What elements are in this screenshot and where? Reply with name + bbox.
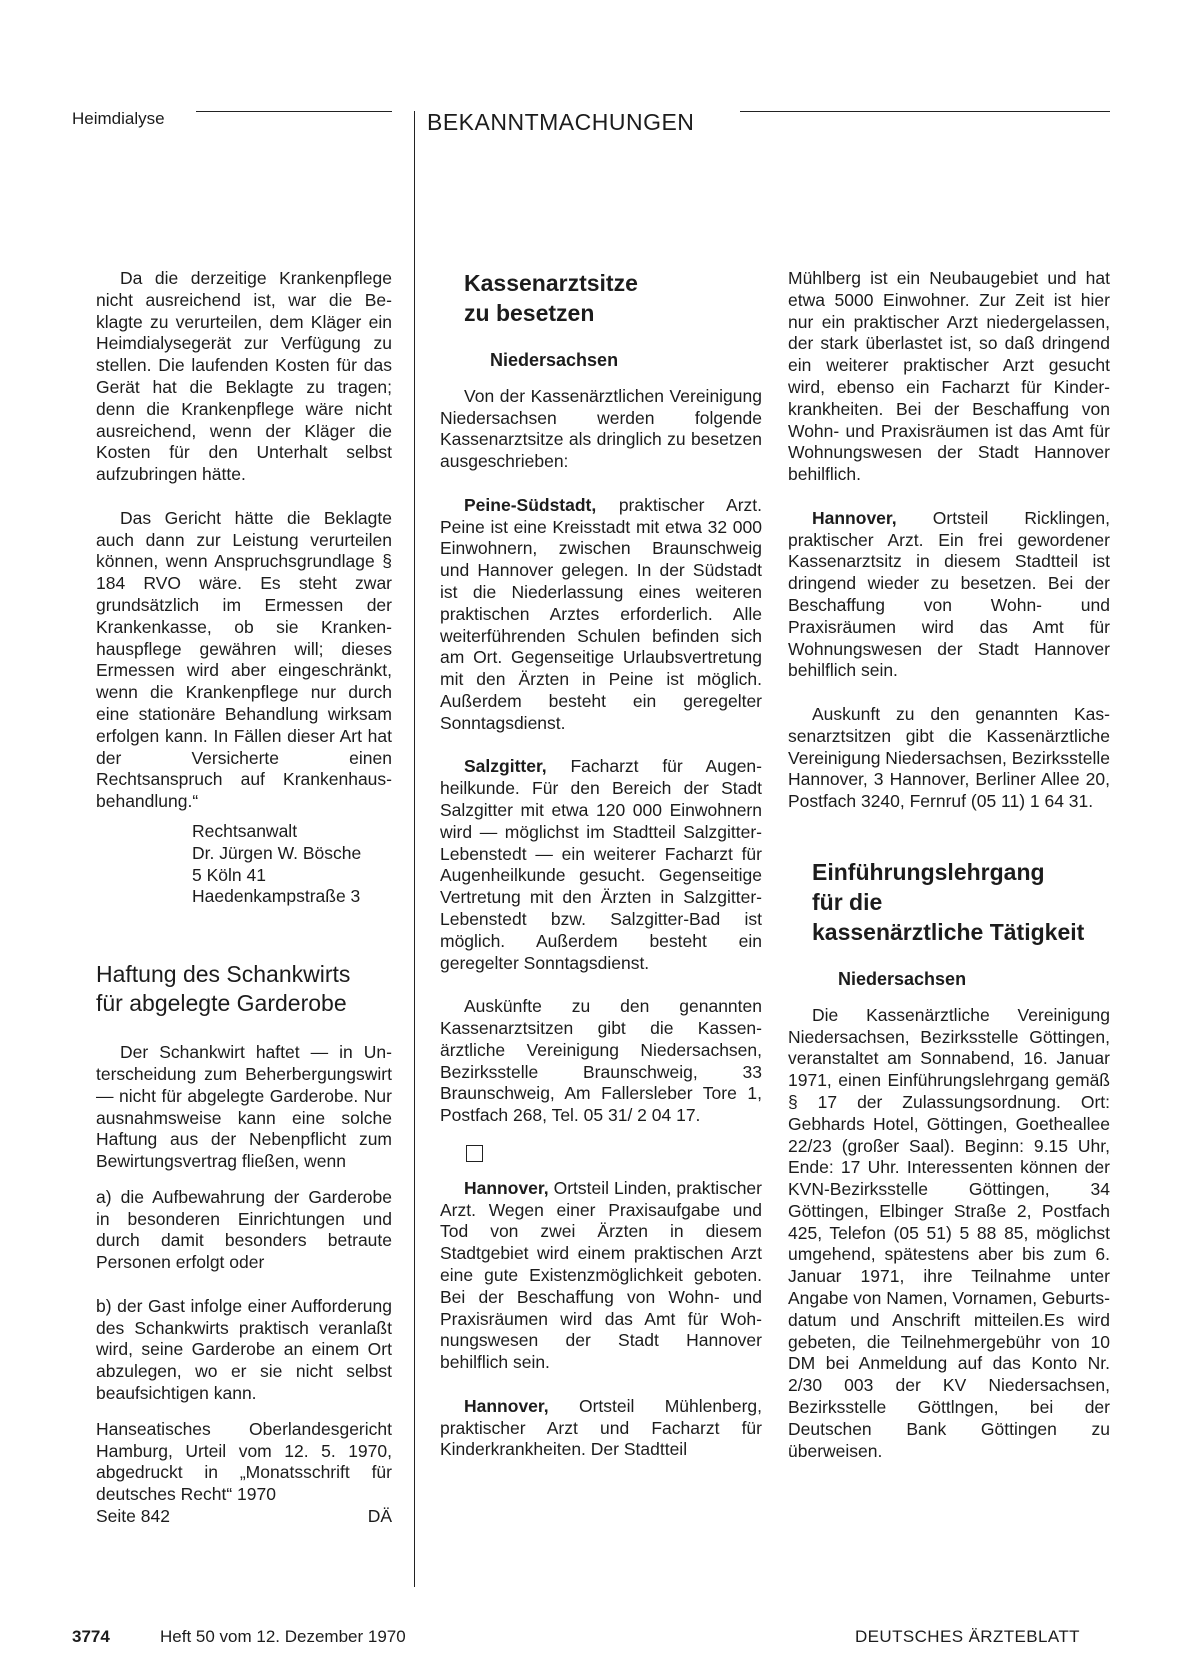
list-item: a) die Aufbewahrung der Garderobe in besonderen Einrichtungen und durch damit besonders betraute Personen erfolgt oder bbox=[96, 1186, 392, 1273]
paragraph-continued: Mühlberg ist ein Neubaugebiet und hat etwa 5000 Einwohner. Zur Zeit ist hier nur ein praktischer Arzt niedergelassen, der stark überlastet ist, so daß dringend ein weiterer praktischer Arzt gesucht wird, ebenso ein Facharzt für Kinderkrankheiten. Bei der Beschaffung von Wohn- und Praxisräumen ist das Amt für Wohnungswesen der Stadt Hannover behilflich. bbox=[788, 268, 1110, 485]
column-right bbox=[788, 268, 1110, 1462]
signature-line: Dr. Jürgen W. Bösche bbox=[192, 842, 362, 863]
separator-square-icon bbox=[466, 1145, 483, 1162]
column-divider bbox=[414, 111, 415, 1587]
list-item: b) der Gast infolge einer Aufforderung des Schankwirts praktisch veranlaßt wird, seine Garderobe an einem Ort abzulegen, wo er sie nicht selbst beaufsichtigen kann. bbox=[96, 1295, 392, 1404]
header-rule-right bbox=[740, 111, 1110, 112]
article-heading: Kassenarztsitze zu besetzen bbox=[464, 270, 638, 326]
signature-line: 5 Köln 41 bbox=[192, 864, 266, 885]
paragraph: Der Schankwirt haftet — in Unterscheidung zum Beherbergungswirt — nicht für abgelegte Garderobe. Nur ausnahmsweise kann eine solche Haftung aus der Nebenpflicht zum Bewirtungsvertrag fließen, wenn bbox=[96, 1042, 392, 1172]
listing-peine: Peine-Südstadt, praktischer Arzt. Peine ist eine Kreisstadt mit etwa 32 000 Einwohnern, zwischen Braunschweig und Hannover gelegen. In der Südstadt ist die Niederlassung eines weiteren praktischen Arztes erforderlich. Alle weiterführenden Schulen befinden sich am Ort. Gegenseitige Urlaubsvertretung mit den Ärzten in Peine ist möglich. Außerdem besteht ein geregelter Sonntagsdienst. bbox=[440, 494, 762, 733]
paragraph: Von der Kassenärztlichen Vereinigung Niedersachsen werden folgende Kassenarztsitze als dringlich zu besetzen ausgeschrieben: bbox=[440, 385, 762, 472]
page-number: 3774 bbox=[72, 1627, 110, 1646]
article-heading: Haftung des Schankwirts für abgelegte Garderobe bbox=[96, 961, 351, 1017]
signature-line: Rechtsanwalt bbox=[192, 820, 298, 841]
paragraph: Das Gericht hätte die Beklagte auch dann zur Leistung verurteilen können, wenn Anspruchsgrundlage § 184 RVO wäre. Es steht zwar grundsätzlich im Ermessen der Krankenkasse, ob sie Krankenhauspflege gewähren will; dieses Ermessen wird aber eingeschränkt, wenn die Krankenpflege nur durch eine stationäre Behandlung wirksam erfolgen kann. In Fällen dieser Art hat der Versicherte einen Rechtsanspruch auf Krankenhausbehandlung.“ bbox=[96, 507, 392, 812]
section-label: Heimdialyse bbox=[72, 109, 165, 128]
paragraph: Da die derzeitige Krankenpflege nicht ausreichend ist, war die Beklagte zu verurteilen, dem Kläger ein Heimdialysegerät zur Verfügung zu stellen. Die laufenden Kosten für das Gerät hat die Beklagte zu tragen; denn die Krankenpflege wäre nicht ausreichend, wenn der Kläger die Kosten für den Unterhalt selbst aufzubringen hätte. bbox=[96, 268, 392, 485]
header-rule-left bbox=[196, 111, 392, 112]
section-title: BEKANNTMACHUNGEN bbox=[427, 109, 695, 135]
article-heading: Einführungslehrgang für die kassenärztliche Tätigkeit bbox=[812, 858, 1085, 945]
listing-hannover-linden: Hannover, Ortsteil Linden, praktischer Arzt. Wegen einer Praxisaufgabe und Tod von zwei Ärzten in diesem Stadtgebiet wird einem praktischen Arzt eine gute Existenzmöglichkeit geboten. Bei der Beschaffung von Wohn- und Praxisräumen wird das Amt für Wohnungswesen der Stadt Hannover behilflich sein. bbox=[440, 1177, 762, 1373]
source-citation: Hanseatisches Oberlandesgericht Hamburg, Urteil vom 12. 5. 1970, abgedruckt in „Monatsschrift für deutsches Recht“ 1970 Seite 842 DÄ bbox=[96, 1418, 392, 1527]
paragraph: Auskünfte zu den genannten Kassenarztsitzen gibt die Kassenärztliche Vereinigung Niedersachsen, Bezirksstelle Braunschweig, 33 Braunschweig, Am Fallersleber Tore 1, Postfach 268, Tel. 05 31/ 2 04 17. bbox=[440, 996, 762, 1126]
listing-hannover-ricklingen: Hannover, Ortsteil Ricklingen, praktischer Arzt. Ein frei gewordener Kassenarztsitz in diesem Stadtteil ist dringend wieder zu besetzen. Bei der Beschaffung von Wohn- und Praxisräumen wird das Amt für Wohnungswesen der Stadt Hannover behilflich sein. bbox=[788, 507, 1110, 681]
listing-salzgitter: Salzgitter, Facharzt für Augenheilkunde. Für den Bereich der Stadt Salzgitter mit etwa 120 000 Einwohnern wird — möglichst im Stadtteil Salzgitter-Lebenstedt — ein weiterer Facharzt für Augenheilkunde gesucht. Gegenseitige Vertretung mit den Ärzten in Salzgitter-Lebenstedt bzw. Salzgitter-Bad ist möglich. Außerdem besteht ein geregelter Sonntagsdienst. bbox=[440, 756, 762, 973]
region-subheading: Niedersachsen bbox=[838, 968, 967, 989]
column-middle bbox=[440, 268, 762, 1461]
region-subheading: Niedersachsen bbox=[490, 350, 619, 370]
column-left bbox=[96, 268, 392, 1528]
paragraph: Auskunft zu den genannten Kassenarztsitzen gibt die Kassenärztliche Vereinigung Niedersachsen, Bezirksstelle Hannover, 3 Hannover, Berliner Allee 20, Postfach 3240, Fernruf (05 11) 1 64 31. bbox=[788, 703, 1110, 812]
paragraph: Die Kassenärztliche Vereinigung Niedersachsen, Bezirksstelle Göttingen, veranstaltet am Sonnabend, 16. Januar 1971, einen Einführungslehrgang gemäß § 17 der Zulassungsordnung. Ort: Gebhards Hotel, Göttingen, Goetheallee 22/23 (großer Saal). Beginn: 9.15 Uhr, Ende: 17 Uhr. Interessenten können der KVN-Bezirksstelle Göttingen, 34 Göttingen, Elbinger Straße 2, Postfach 425, Telefon (05 51) 5 88 85, möglichst umgehend, spätestens aber bis zum 6. Januar 1971, ihre Teilnahme unter Angabe von Namen, Vornamen, Geburtsdatum und Anschrift mitteilen.Es wird gebeten, die Teilnehmergebühr von 10 DM bei Anmeldung auf das Konto Nr. 2/30 003 der KV Niedersachsen, Bezirksstelle Göttlngen, bei der Deutschen Bank Göttingen zu überweisen. bbox=[788, 1004, 1110, 1461]
magazine-name: DEUTSCHES ÄRZTEBLATT bbox=[855, 1627, 1080, 1646]
signature-line: Haedenkampstraße 3 bbox=[192, 886, 361, 907]
signature-block bbox=[192, 821, 392, 908]
listing-hannover-muehlenberg: Hannover, Ortsteil Mühlenberg, praktischer Arzt und Facharzt für Kinderkrankheiten. Der Stadtteil bbox=[440, 1395, 762, 1460]
issue-line: Heft 50 vom 12. Dezember 1970 bbox=[160, 1627, 406, 1646]
